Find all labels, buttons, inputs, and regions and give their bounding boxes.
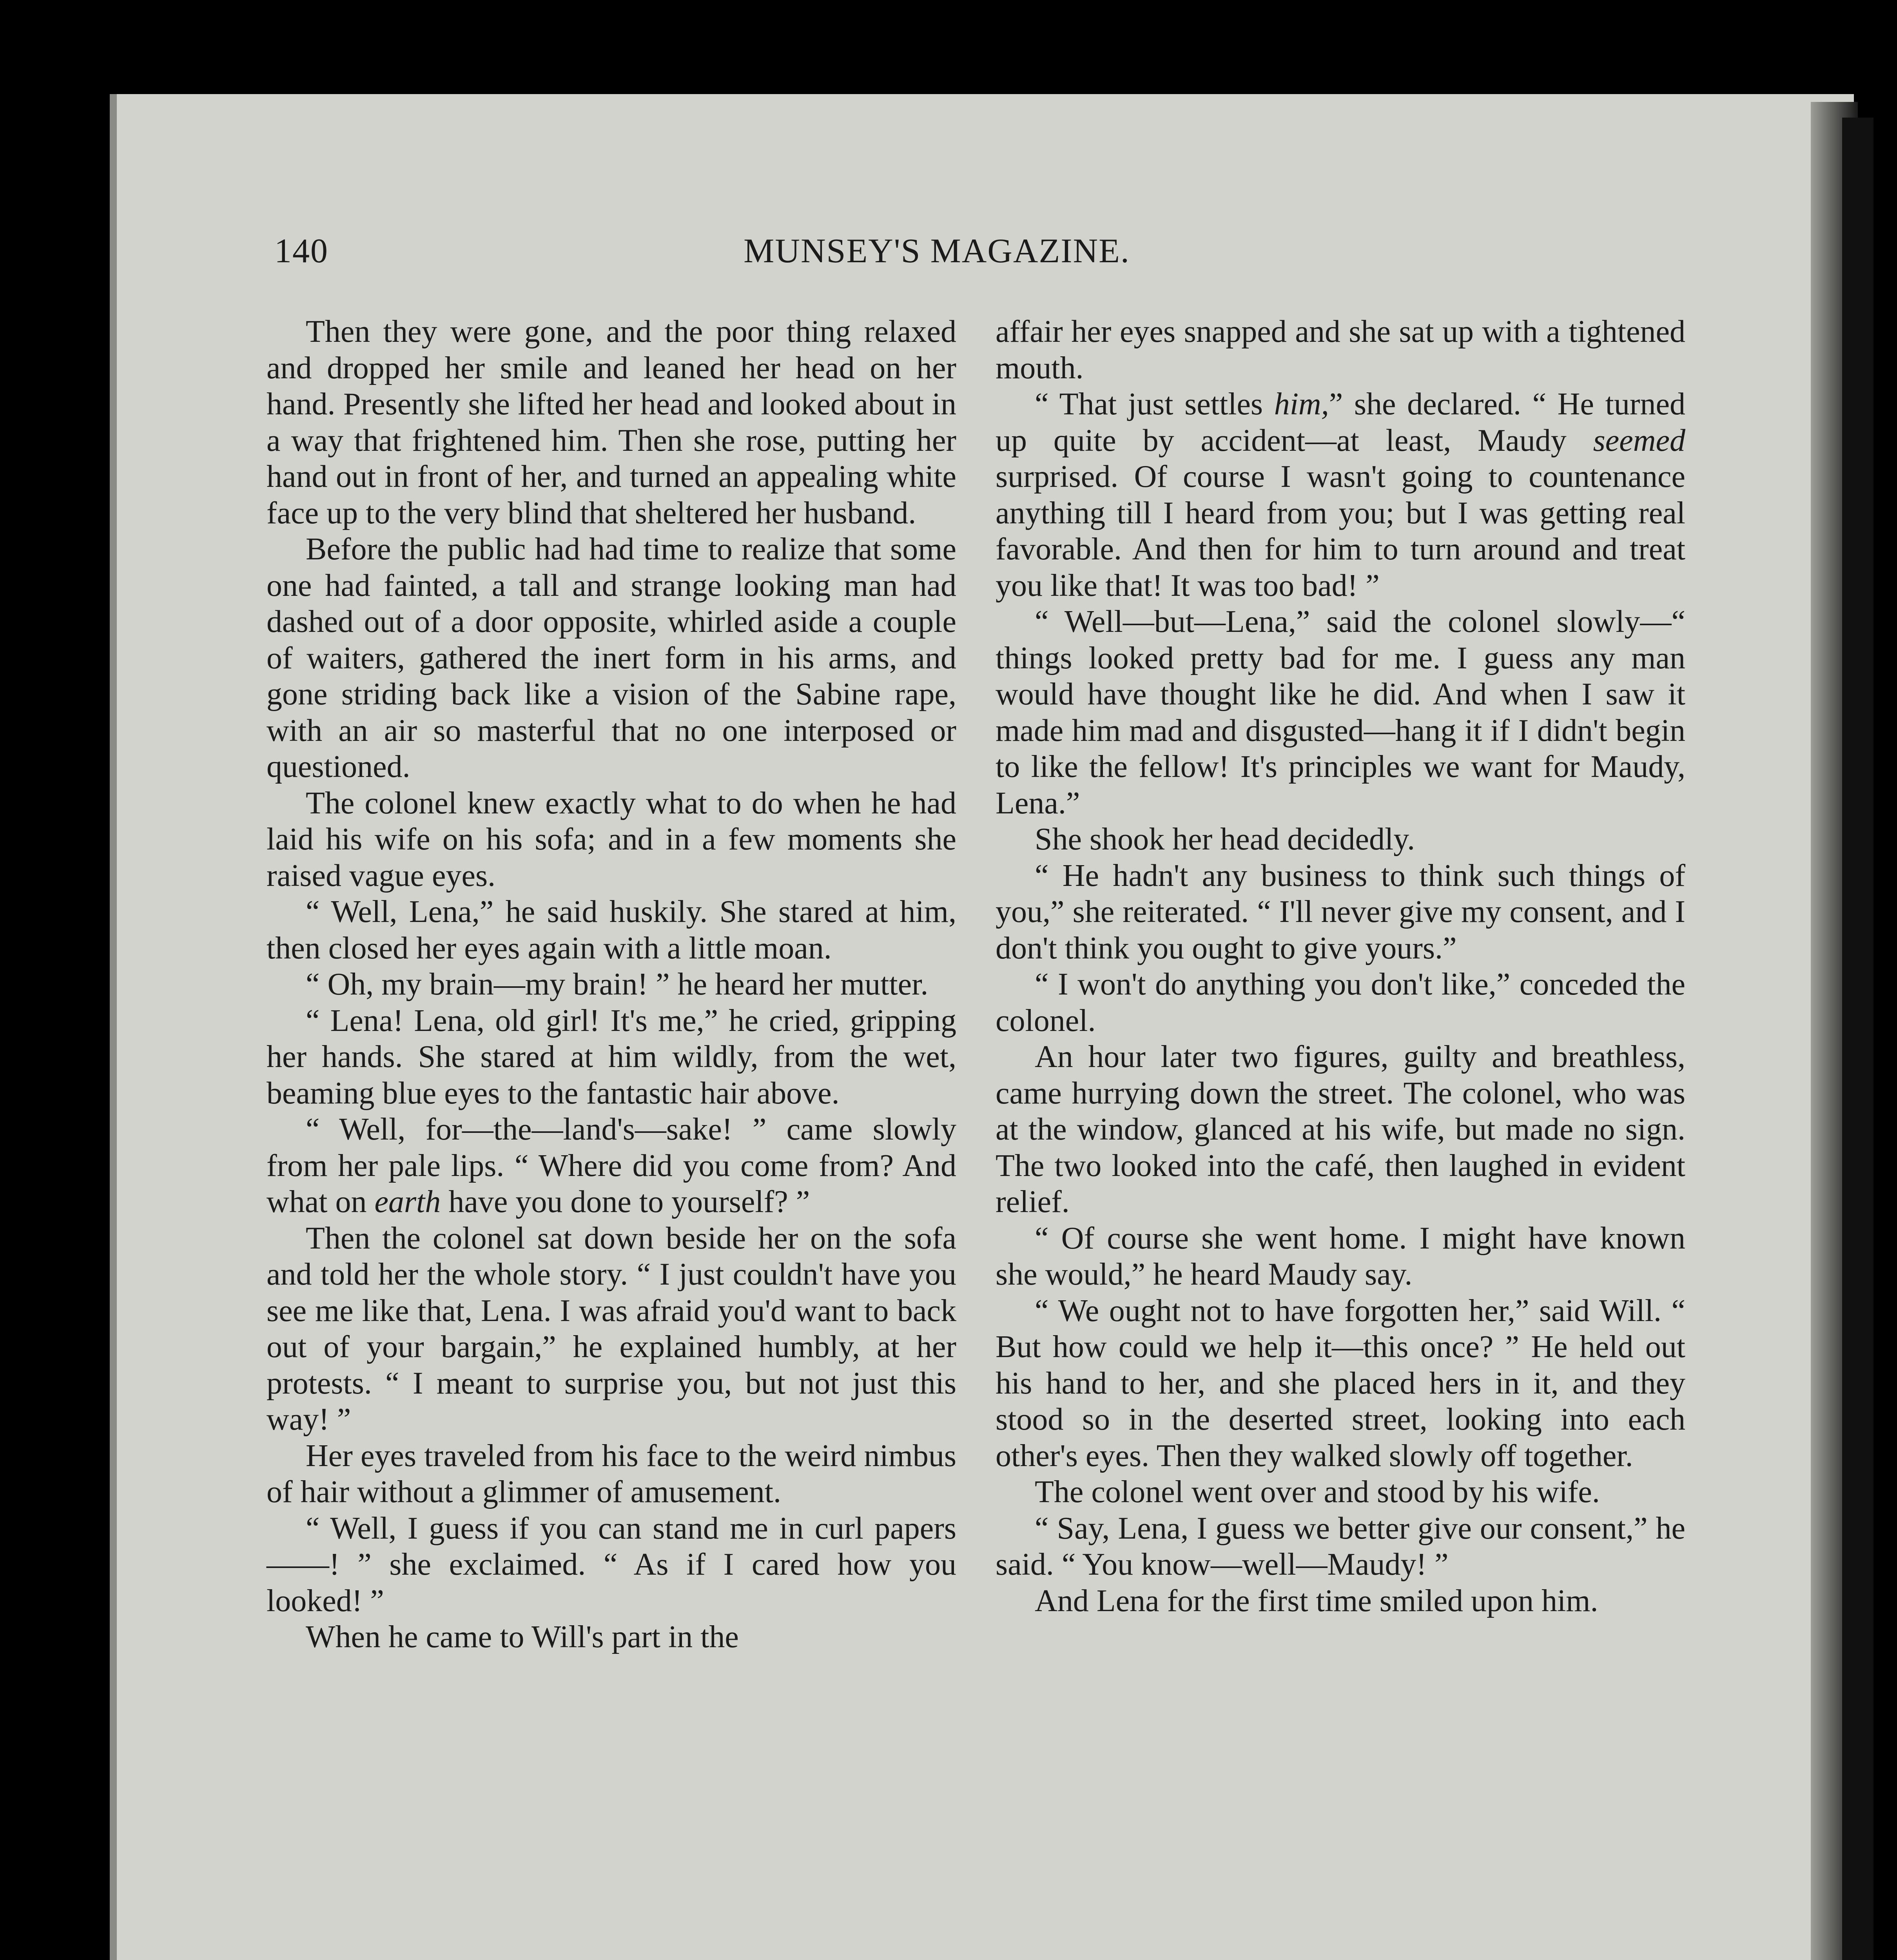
text-segment: surprised. Of course I wasn't going to countenance anything till I heard from you; but I was getting real favorable. And then for him to turn around and treat you like that! It was too bad! ” xyxy=(996,459,1685,603)
paragraph xyxy=(996,386,1685,604)
left-column xyxy=(267,314,956,1655)
paragraph: “ Oh, my brain—my brain! ” he heard her mutter. xyxy=(306,967,929,1002)
paragraph: Then the colonel sat down beside her on the sofa and told her the whole story. “ I just couldn't have you see me like that, Lena. I was afraid you'd want to back out of your bargain,” he explained humbly, at her protests. “ I meant to surprise you, but not just this way! ” xyxy=(267,1221,956,1437)
paragraph: The colonel knew exactly what to do when he had laid his wife on his sofa; and in a few moments she raised vague eyes. xyxy=(267,786,956,893)
paragraph: “ He hadn't any business to think such things of you,” she reiterated. “ I'll never give my consent, and I don't think you ought to give yours.” xyxy=(996,858,1685,965)
paragraph xyxy=(267,1111,956,1220)
next-page-edge xyxy=(1842,118,1873,1960)
paragraph: And Lena for the first time smiled upon him. xyxy=(1035,1583,1598,1618)
emphasis: earth xyxy=(374,1185,441,1219)
paragraph: “ I won't do anything you don't like,” conceded the colonel. xyxy=(996,967,1685,1038)
page-header xyxy=(274,231,1599,282)
paragraph-continuation: affair her eyes snapped and she sat up with a tightened mouth. xyxy=(996,314,1685,385)
emphasis: seemed xyxy=(1593,423,1685,458)
paragraph: She shook her head decidedly. xyxy=(1035,822,1415,857)
paragraph: “ Well, Lena,” he said huskily. She stared at him, then closed her eyes again with a little moan. xyxy=(267,895,956,965)
paragraph: “ Lena! Lena, old girl! It's me,” he cried, gripping her hands. She stared at him wildly, from the wet, beaming blue eyes to the fantastic hair above. xyxy=(267,1003,956,1111)
paragraph: Her eyes traveled from his face to the weird nimbus of hair without a glimmer of amusement. xyxy=(267,1438,956,1509)
paragraph: Before the public had had time to realize that some one had fainted, a tall and strange looking man had dashed out of a door opposite, whirled aside a couple of waiters, gathered the inert form in his arms, and gone striding back like a vision of the Sabine rape, with an air so masterful that no one interposed or questioned. xyxy=(267,532,956,784)
text-segment: “ Well, for—the—land's—sake! ” came slowly from her pale lips. “ Where did you come from? And what on xyxy=(267,1112,956,1219)
paragraph: The colonel went over and stood by his wife. xyxy=(1035,1475,1600,1509)
paragraph: When he came to Will's part in the xyxy=(306,1620,739,1654)
page-number: 140 xyxy=(274,232,328,270)
paragraph: “ Of course she went home. I might have known she would,” he heard Maudy say. xyxy=(996,1221,1685,1292)
right-column xyxy=(996,314,1685,1619)
paragraph: Then they were gone, and the poor thing relaxed and dropped her smile and leaned her head on her hand. Presently she lifted her head and looked about in a way that frightened him. Then she rose, putting her hand out in front of her, and turned an appealing white face up to the very blind that sheltered her husband. xyxy=(267,314,956,530)
text-segment: “ That just settles xyxy=(1035,387,1274,421)
text-segment: have you done to yourself? ” xyxy=(441,1185,810,1219)
paragraph: “ Well, I guess if you can stand me in curl papers——! ” she exclaimed. “ As if I cared how you looked! ” xyxy=(267,1511,956,1618)
paragraph: “ We ought not to have forgotten her,” said Will. “ But how could we help it—this once? ” He held out his hand to her, and she placed hers in it, and they stood so in the deserted street, looking into each other's eyes. Then they walked slowly off together. xyxy=(996,1293,1685,1473)
emphasis: him, xyxy=(1274,387,1329,421)
text-segment: ” she declared. “ He turned up quite by accident—at least, Maudy xyxy=(996,387,1685,458)
paragraph: “ Say, Lena, I guess we better give our consent,” he said. “ You know—well—Maudy! ” xyxy=(996,1511,1685,1582)
magazine-title: MUNSEY'S MAGAZINE. xyxy=(744,232,1130,270)
paragraph: “ Well—but—Lena,” said the colonel slowly—“ things looked pretty bad for me. I guess any man would have thought like he did. And when I saw it made him mad and disgusted—hang it if I didn't begin to like the fellow! It's principles we want for Maudy, Lena.” xyxy=(996,604,1685,820)
paragraph: An hour later two figures, guilty and breathless, came hurrying down the street. The colonel, who was at the window, glanced at his wife, but made no sign. The two looked into the café, then laughed in evident relief. xyxy=(996,1040,1685,1219)
